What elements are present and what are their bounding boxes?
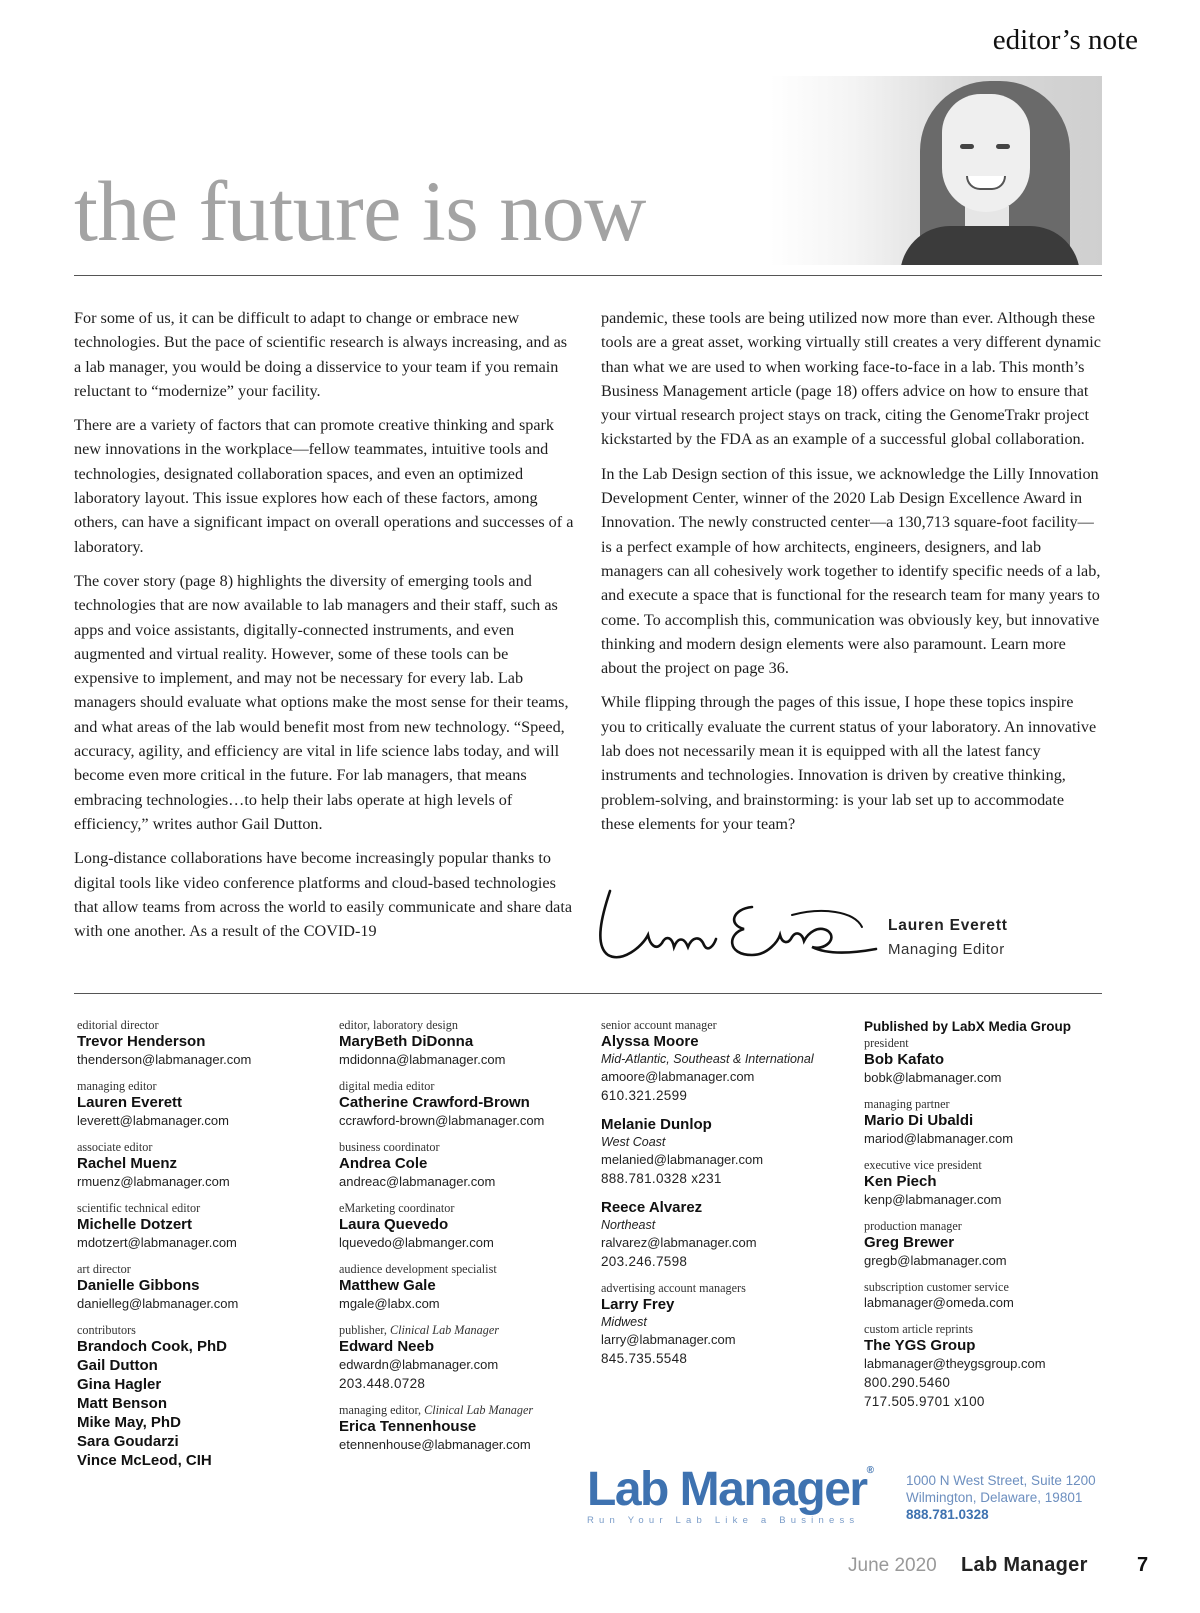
staff-name: Andrea Cole [339,1155,428,1172]
staff-email[interactable]: kenp@labmanager.com [864,1192,1002,1207]
staff-entry [339,1079,589,1130]
masthead-column-1 [77,1018,327,1480]
page-number: 7 [1137,1554,1149,1576]
contributor-name: Sara Goudarzi [77,1433,179,1450]
staff-email[interactable]: ccrawford-brown@labmanager.com [339,1113,545,1128]
masthead-column-4 [864,1018,1114,1421]
article-paragraph: There are a variety of factors that can promote creative thinking and spark new innovations in the workplace—fellow teammates, intuitive tools and technologies, designated collaboration spaces, and even an optimized laboratory layout. This issue explores how each of these factors, among others, can have a significant impact on overall operations and successes of a laboratory. [74,416,574,556]
staff-phone: 610.321.2599 [601,1088,688,1103]
address-phone: 888.781.0328 [906,1507,989,1522]
staff-email[interactable]: danielleg@labmanager.com [77,1296,239,1311]
contributors-list [77,1323,327,1470]
article-paragraph: pandemic, these tools are being utilized now more than ever. Although these tools are a great asset, working virtually still creates a very different dynamic than what we are used to when working face-to-face in a lab. This month’s Business Management article (page 18) offers advice on how to ensure that your virtual research project stays on track, citing the GenomeTrakr project kickstarted by the FDA as an example of a successful global collaboration. [601,309,1101,449]
staff-entry [864,1322,1114,1411]
staff-email[interactable]: amoore@labmanager.com [601,1069,755,1084]
contributor-name: Matt Benson [77,1395,167,1412]
logo-wordmark: Lab Manager [587,1463,867,1516]
staff-role: subscription customer service [864,1280,1009,1294]
staff-entry [864,1158,1114,1209]
contributor-name: Gail Dutton [77,1357,158,1374]
contributor-name: Gina Hagler [77,1376,162,1393]
article-column-left [74,306,574,953]
publisher-heading: Published by LabX Media Group [864,1019,1072,1034]
staff-role: editor, laboratory design [339,1018,458,1032]
staff-email[interactable]: gregb@labmanager.com [864,1253,1007,1268]
section-label: editor’s note [992,24,1138,56]
article-paragraph: For some of us, it can be difficult to adapt to change or embrace new technologies. But the pace of scientific research is always increasing, and as a lab manager, you would be doing a disservice to your team if you remain reluctant to “modernize” your facility. [74,309,568,400]
staff-role: managing partner [864,1097,950,1111]
staff-entry [339,1262,589,1313]
article-paragraph: The cover story (page 8) highlights the diversity of emerging tools and technologies that are now available to lab managers and their staff, such as apps and voice assistants, digitally-connected instruments, and even augmented and virtual reality. However, some of these tools can be expensive to implement, and may not be necessary for every lab. Lab managers should evaluate what options make the most sense for their teams, and what areas of the lab would benefit most from new technology. “Speed, accuracy, agility, and efficiency are vital in life science labs today, and will become even more critical in the future. For lab managers, that means embracing technologies…to help their labs operate at high levels of efficiency,” writes author Gail Dutton. [74,571,569,833]
staff-role: custom article reprints [864,1322,973,1336]
masthead-column-2 [339,1018,589,1464]
staff-phone: 203.448.0728 [339,1376,426,1391]
staff-email[interactable]: leverett@labmanager.com [77,1113,229,1128]
staff-role: business coordinator [339,1140,440,1154]
article-paragraph: In the Lab Design section of this issue, we acknowledge the Lilly Innovation Development Center, winner of the 2020 Lab Design Excellence Award in Innovation. The newly constructed center—a 130,713 square-foot facility—is a perfect example of how architects, engineers, designers, and lab managers can all cohesively work together to identify specific needs of a lab, and execute a space that is functional for the research team for many years to come. To accomplish this, communication was obviously key, but innovative thinking and modern design elements were also paramount. Learn more about the project on page 36. [601,464,1101,678]
staff-role: president [864,1036,909,1050]
staff-email[interactable]: labmanager@omeda.com [864,1295,1014,1310]
staff-name: Laura Quevedo [339,1216,449,1233]
staff-role: art director [77,1262,131,1276]
staff-name: Edward Neeb [339,1338,435,1355]
staff-email[interactable]: melanied@labmanager.com [601,1152,764,1167]
author-title: Managing Editor [888,941,1005,958]
staff-phone: 888.781.0328 x231 [601,1171,722,1186]
staff-entry [601,1032,851,1105]
address-line: Wilmington, Delaware, 19801 [906,1490,1083,1505]
handwritten-signature [592,885,882,971]
staff-name: Michelle Dotzert [77,1216,193,1233]
staff-email[interactable]: mdotzert@labmanager.com [77,1235,237,1250]
staff-role: digital media editor [339,1079,435,1093]
staff-email[interactable]: mgale@labx.com [339,1296,440,1311]
staff-region: Mid-Atlantic, Southeast & International [601,1052,814,1066]
staff-entry [339,1201,589,1252]
staff-name: Alyssa Moore [601,1033,699,1050]
staff-email[interactable]: mariod@labmanager.com [864,1131,1014,1146]
staff-entry [339,1018,589,1069]
staff-name: Matthew Gale [339,1277,436,1294]
address-line: 1000 N West Street, Suite 1200 [906,1473,1096,1488]
footer-issue-date: June 2020 [848,1555,937,1576]
staff-email[interactable]: labmanager@theygsgroup.com [864,1356,1046,1371]
masthead-column-3 [601,1018,851,1378]
staff-role: managing editor, Clinical Lab Manager [339,1403,534,1417]
staff-email[interactable]: thenderson@labmanager.com [77,1052,252,1067]
staff-name: Lauren Everett [77,1094,183,1111]
staff-entry [601,1281,851,1368]
staff-entry [77,1140,327,1191]
top-divider [74,275,1102,276]
masthead-divider [74,993,1102,994]
staff-email[interactable]: andreac@labmanager.com [339,1174,496,1189]
lab-manager-logo [587,1463,873,1526]
staff-role: eMarketing coordinator [339,1201,455,1215]
staff-role: audience development specialist [339,1262,497,1276]
staff-name: Ken Piech [864,1173,937,1190]
staff-role: editorial director [77,1018,159,1032]
staff-email[interactable]: edwardn@labmanager.com [339,1357,499,1372]
staff-entry [864,1097,1114,1148]
staff-entry [77,1079,327,1130]
staff-name: Trevor Henderson [77,1033,206,1050]
staff-name: Melanie Dunlop [601,1116,712,1133]
contributor-name: Vince McLeod, CIH [77,1452,212,1469]
contributor-name: Mike May, PhD [77,1414,181,1431]
contributor-name: Brandoch Cook, PhD [77,1338,228,1355]
staff-role: managing editor [77,1079,157,1093]
staff-entry [601,1115,851,1188]
staff-entry [864,1219,1114,1270]
registered-mark: ® [866,1465,873,1476]
staff-name: Catherine Crawford-Brown [339,1094,530,1111]
staff-name: Greg Brewer [864,1234,955,1251]
editor-portrait-photo [770,76,1102,265]
staff-name: Larry Frey [601,1296,675,1313]
staff-phone: 845.735.5548 [601,1351,688,1366]
staff-region: West Coast [601,1135,666,1149]
page-headline: the future is now [74,163,646,259]
staff-email[interactable]: larry@labmanager.com [601,1332,736,1347]
staff-region: Midwest [601,1315,647,1329]
staff-name: Danielle Gibbons [77,1277,200,1294]
publisher-address [906,1472,1096,1523]
staff-role: executive vice president [864,1158,982,1172]
staff-role: contributors [77,1323,136,1337]
staff-email[interactable]: lquevedo@labmanger.com [339,1235,494,1250]
staff-name: Mario Di Ubaldi [864,1112,974,1129]
staff-entry [77,1262,327,1313]
staff-role: publisher, Clinical Lab Manager [339,1323,499,1337]
staff-name: Bob Kafato [864,1051,944,1068]
staff-phone: 203.246.7598 [601,1254,688,1269]
staff-role: scientific technical editor [77,1201,201,1215]
staff-name: MaryBeth DiDonna [339,1033,474,1050]
staff-email[interactable]: rmuenz@labmanager.com [77,1174,230,1189]
staff-email[interactable]: bobk@labmanager.com [864,1070,1002,1085]
staff-entry [339,1403,589,1454]
staff-phone: 800.290.5460 [864,1375,951,1390]
staff-name: Erica Tennenhouse [339,1418,477,1435]
staff-name: Reece Alvarez [601,1199,703,1216]
logo-tagline: Run Your Lab Like a Business [587,1515,860,1526]
staff-region: Northeast [601,1218,656,1232]
staff-name: The YGS Group [864,1337,976,1354]
staff-phone: 717.505.9701 x100 [864,1394,985,1409]
article-paragraph: While flipping through the pages of this issue, I hope these topics inspire you to critically evaluate the current status of your laboratory. An innovative lab does not necessarily mean it is equipped with all the latest fancy instruments and technologies. Innovation is driven by creative thinking, problem-solving, and brainstorming: is your lab set up to accommodate these elements for your team? [601,693,1097,833]
staff-email[interactable]: ralvarez@labmanager.com [601,1235,757,1250]
footer-magazine-name: Lab Manager [961,1554,1088,1576]
article-column-right [601,306,1101,846]
staff-entry [77,1018,327,1069]
staff-entry [601,1198,851,1271]
staff-name: Rachel Muenz [77,1155,178,1172]
article-paragraph: Long-distance collaborations have become increasingly popular thanks to digital tools like video conference platforms and cloud-based technologies that allow teams from across the world to easily communicate and share data with one another. As a result of the COVID-19 [74,849,573,941]
staff-email[interactable]: etennenhouse@labmanager.com [339,1437,531,1452]
staff-email[interactable]: mdidonna@labmanager.com [339,1052,506,1067]
staff-entry [864,1036,1114,1087]
staff-role: production manager [864,1219,962,1233]
staff-role: senior account manager [601,1018,717,1032]
staff-role: advertising account managers [601,1281,746,1295]
staff-entry [77,1201,327,1252]
staff-entry [339,1140,589,1191]
staff-entry [864,1280,1114,1312]
author-name: Lauren Everett [888,917,1008,934]
staff-role: associate editor [77,1140,153,1154]
staff-entry [339,1323,589,1393]
